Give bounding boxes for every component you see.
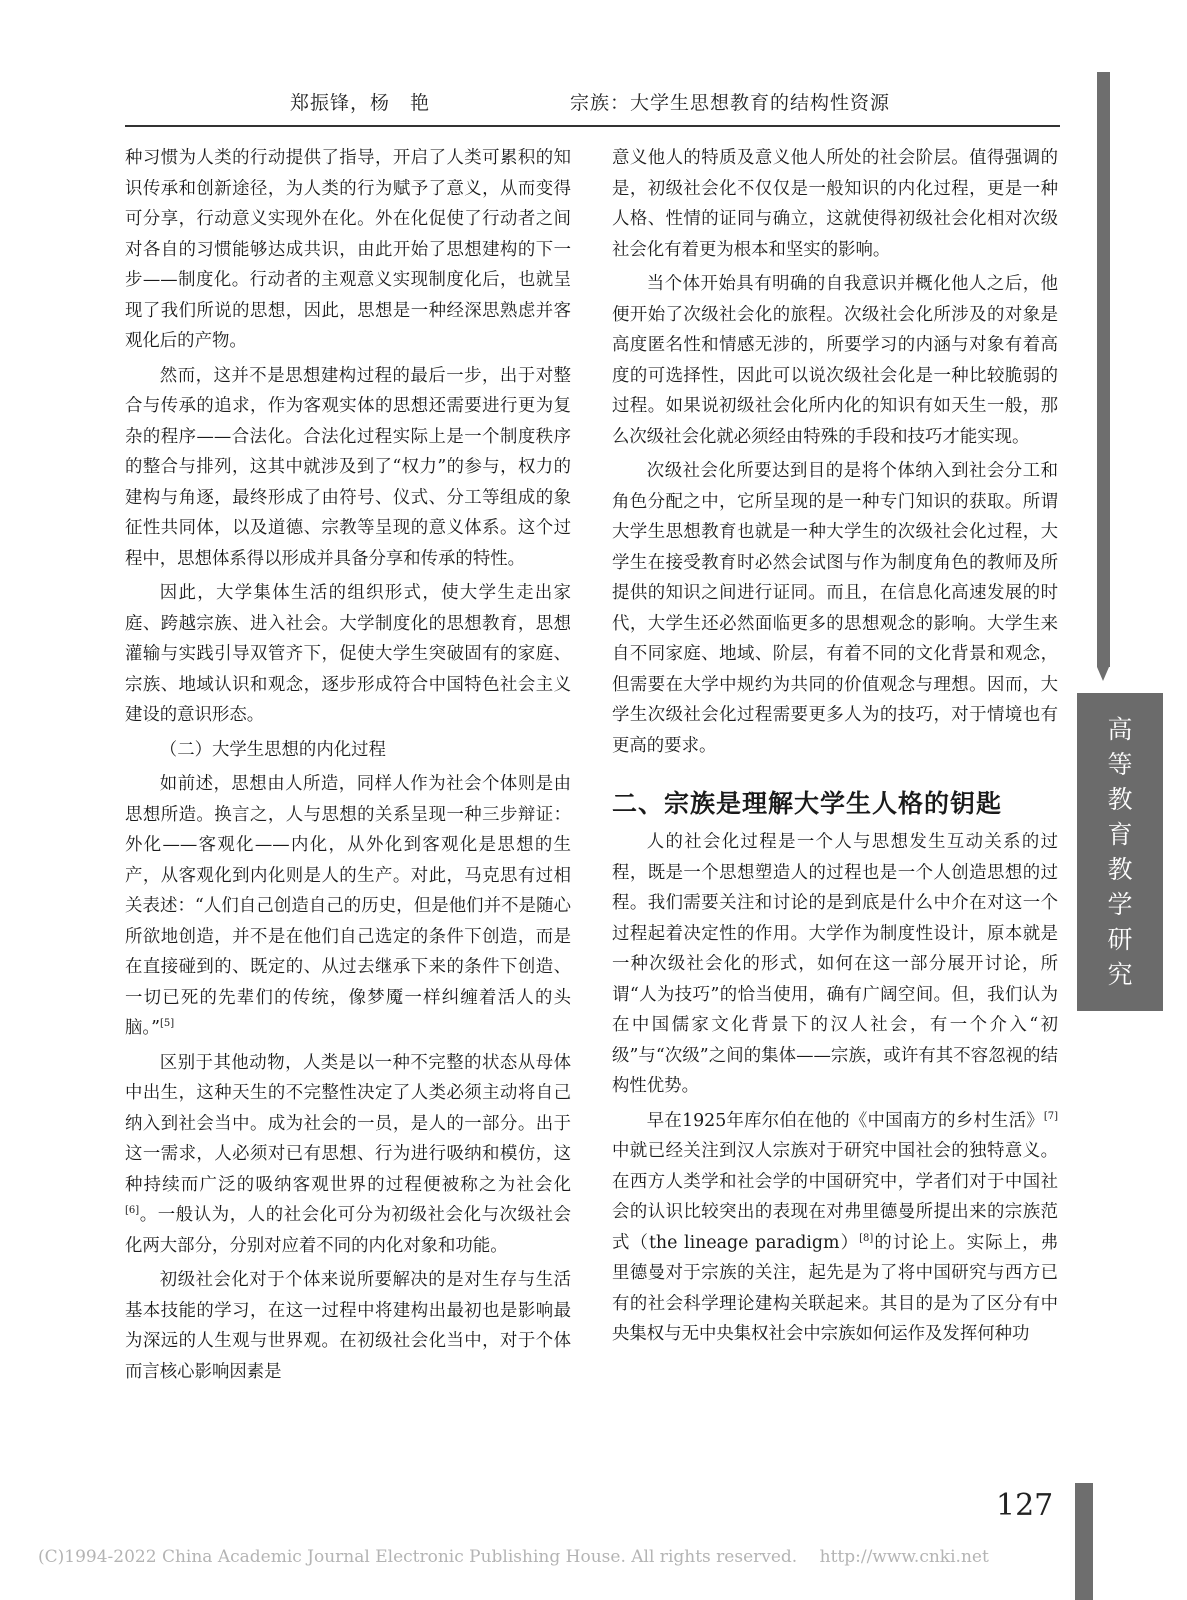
citation-ref: [8] [859, 1232, 874, 1244]
paragraph: 然而，这并不是思想建构过程的最后一步，出于对整合与传承的追求，作为客观实体的思想还需要进行更为复杂的程序——合法化。合法化过程实际上是一个制度秩序的整合与排列，这其中就涉及到了“权力”的参与，权力的建构与角逐，最终形成了由符号、仪式、分工等组成的象征性共同体，以及道德、宗教等呈现的意义体系。这个过程中，思想体系得以形成并具备分享和传承的特性。 [125, 365, 571, 569]
paragraph [125, 1048, 571, 1262]
left-column [125, 143, 571, 1391]
sidebar-char: 育 [1107, 820, 1133, 849]
paragraph: 人的社会化过程是一个人与思想发生互动关系的过程，既是一个思想塑造人的过程也是一个人创造思想的过程。我们需要关注和讨论的是到底是什么中介在对这一个过程起着决定性的作用。大学作为制度性设计，原本就是一种次级社会化的形式，如何在这一部分展开讨论，所谓“人为技巧”的恰当使用，确有广阔空间。但，我们认为在中国儒家文化背景下的汉人社会，有一个介入“初级”与“次级”之间的集体——宗族，或许有其不容忽视的结构性优势。 [612, 832, 1058, 1096]
sidebar-char: 研 [1107, 925, 1133, 954]
header-article-title: 宗族：大学生思想教育的结构性资源 [570, 92, 891, 114]
paragraph: 种习惯为人类的行动提供了指导，开启了人类可累积的知识传承和创新途径，为人类的行为赋予了意义，从而变得可分享，行动意义实现外在化。外在化促使了行动者之间对各自的习惯能够达成共识，由此开始了思想建构的下一步——制度化。行动者的主观意义实现制度化后，也就呈现了我们所说的思想，因此，思想是一种经深思熟虑并客观化后的产物。 [125, 148, 571, 351]
sidebar-decoration-bar [1097, 72, 1110, 667]
paragraph: 次级社会化所要达到目的是将个体纳入到社会分工和角色分配之中，它所呈现的是一种专门知识的获取。所谓大学生思想教育也就是一种大学生的次级社会化过程，大学生在接受教育时必然会试图与作为制度角色的教师及所提供的知识之间进行证同。而且，在信息化高速发展的时代，大学生还必然面临更多的思想观念的影响。大学生来自不同家庭、地域、阶层，有着不同的文化背景和观念，但需要在大学中规约为共同的价值观念与理想。因而，大学生次级社会化过程需要更多人为的技巧，对于情境也有更高的要求。 [612, 461, 1058, 756]
citation-ref: [6] [125, 1205, 140, 1216]
sidebar-char: 高 [1107, 715, 1133, 744]
paragraph-text: 如前述，思想由人所造，同样人作为社会个体则是由思想所造。换言之，人与思想的关系呈现一种三步辩证：外化——客观化——内化，从外化到客观化是思想的生产，从客观化到内化则是人的生产。对此，马克思有过相关表述：“人们自己创造自己的历史，但是他们并不是随心所欲地创造，并不是在他们自己选定的条件下创造，而是在直接碰到的、既定的、从过去继承下来的条件下创造、一切已死的先辈们的传统，像梦魇一样纠缠着活人的头脑。” [125, 774, 571, 1038]
header-rule [125, 125, 1060, 127]
paragraph-text: 早在1925年库尔伯在他的《中国南方的乡村生活》 [646, 1110, 1044, 1131]
paragraph-text: 的讨论上。实际上，弗里德曼对于宗族的关注，起先是为了将中国研究与西方已有的社会科学理论建构关联起来。其目的是为了区分有中央集权与无中央集权社会中宗族如何运作及发挥何种功 [612, 1232, 1058, 1344]
citation-ref: [7] [1043, 1110, 1058, 1122]
paragraph [612, 1106, 1058, 1350]
paragraph: 意义他人的特质及意义他人所处的社会阶层。值得强调的是，初级社会化不仅仅是一般知识的内化过程，更是一种人格、性情的证同与确立，这就使得初级社会化相对次级社会化有着更为根本和坚实的影响。 [612, 148, 1058, 260]
copyright-footer: (C)1994-2022 China Academic Journal Electronic Publishing House. All rights reserved. http://www.cnki.net [38, 1547, 989, 1567]
paragraph: 初级社会化对于个体来说所要解决的是对生存与生活基本技能的学习，在这一过程中将建构出最初也是影响最为深远的人生观与世界观。在初级社会化当中，对于个体而言核心影响因素是 [125, 1270, 571, 1382]
page-edge-bar [1075, 1483, 1093, 1600]
section-heading: 二、宗族是理解大学生人格的钥匙 [612, 789, 1003, 818]
sidebar-char: 教 [1107, 855, 1133, 884]
citation-ref: [5] [159, 1018, 175, 1029]
sidebar-char: 究 [1107, 960, 1133, 989]
section-subheading: （二）大学生思想的内化过程 [159, 739, 386, 760]
paragraph-text: 区别于其他动物，人类是以一种不完整的状态从母体中出生，这种天生的不完整性决定了人类必须主动将自己纳入到社会当中。成为社会的一员，是人的一部分。出于这一需求，人必须对已有思想、行为进行吸纳和模仿，这种持续而广泛的吸纳客观世界的过程便被称之为社会化 [125, 1052, 571, 1195]
sidebar-char: 教 [1107, 785, 1133, 814]
paragraph [125, 769, 571, 1044]
right-column [612, 143, 1058, 1354]
sidebar-char: 学 [1107, 890, 1133, 919]
paragraph-text: 中就已经关注到汉人宗族对于研究中国社会的独特意义。在西方人类学和社会学的中国研究中，学者们对于中国社会的认识比较突出的表现在对弗里德曼所提出来的宗族范式（the lineage paradigm） [612, 1141, 1058, 1253]
paragraph: 当个体开始具有明确的自我意识并概化他人之后，他便开始了次级社会化的旅程。次级社会化所涉及的对象是高度匿名性和情感无涉的，所要学习的内涵与对象有着高度的可选择性，因此可以说次级社会化是一种比较脆弱的过程。如果说初级社会化所内化的知识有如天生一般，那么次级社会化就必须经由特殊的手段和技巧才能实现。 [612, 274, 1058, 447]
header-authors: 郑振锋，杨 艳 [290, 92, 431, 114]
sidebar-char: 等 [1107, 750, 1133, 779]
running-header [125, 88, 1060, 118]
sidebar-arrow-icon [1097, 667, 1109, 681]
page-number: 127 [996, 1488, 1054, 1523]
journal-sidebar-tab [1077, 693, 1163, 1011]
paragraph: 因此，大学集体生活的组织形式，使大学生走出家庭、跨越宗族、进入社会。大学制度化的思想教育，思想灌输与实践引导双管齐下，促使大学生突破固有的家庭、宗族、地域认识和观念，逐步形成符合中国特色社会主义建设的意识形态。 [125, 583, 571, 725]
paragraph-text: 。一般认为，人的社会化可分为初级社会化与次级社会化两大部分，分别对应着不同的内化对象和功能。 [125, 1205, 571, 1256]
